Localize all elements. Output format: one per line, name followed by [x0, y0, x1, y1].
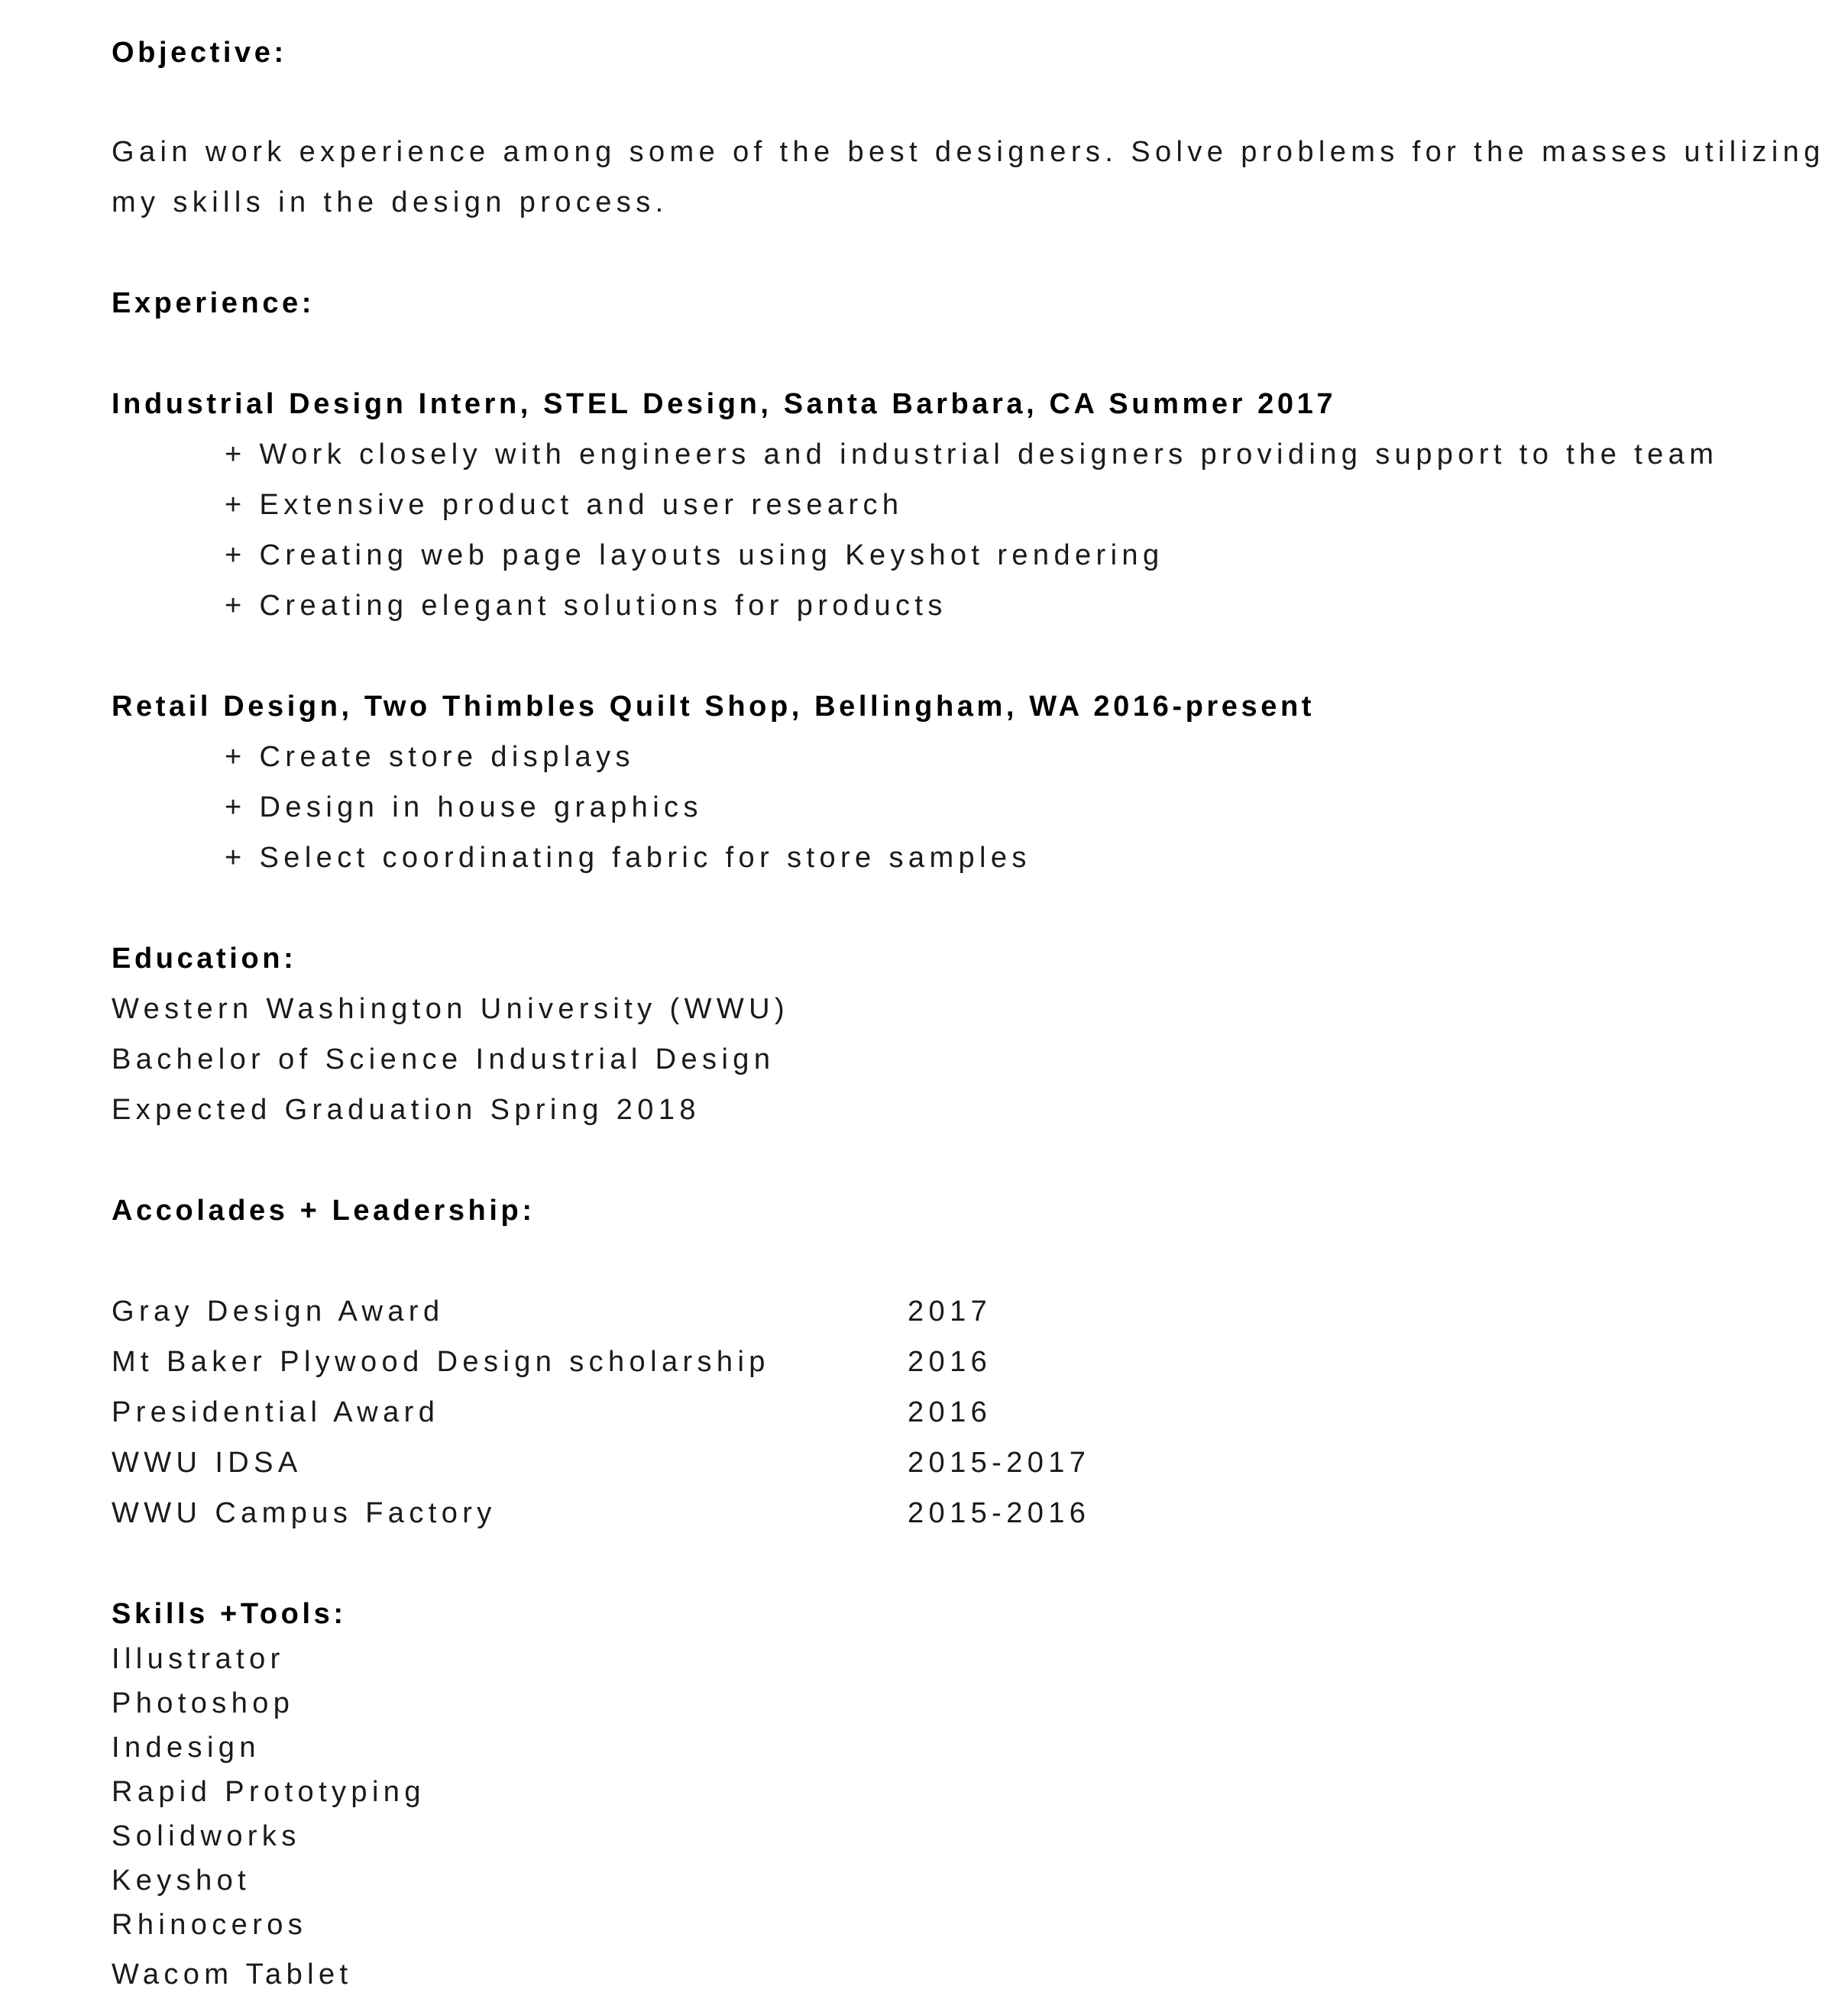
education-heading: Education: [112, 943, 297, 975]
skill-item: Rhinoceros [112, 1909, 308, 1941]
accolade-name: Mt Baker Plywood Design scholarship [112, 1346, 770, 1378]
accolades-heading: Accolades + Leadership: [112, 1195, 536, 1227]
skill-item: Keyshot [112, 1865, 251, 1897]
education-line: Expected Graduation Spring 2018 [112, 1094, 701, 1126]
accolade-year: 2017 [908, 1295, 992, 1328]
objective-line: Gain work experience among some of the best designers. Solve problems for the masses utilizing [112, 136, 1825, 168]
objective-heading: Objective: [112, 37, 287, 69]
accolade-year: 2015-2017 [908, 1447, 1091, 1479]
skills-heading: Skills +Tools: [112, 1598, 347, 1630]
skill-item: Wacom Tablet [112, 1958, 353, 1991]
skill-item: Indesign [112, 1732, 261, 1764]
objective-line: my skills in the design process. [112, 186, 668, 218]
education-line: Bachelor of Science Industrial Design [112, 1043, 775, 1075]
accolade-name: Gray Design Award [112, 1295, 445, 1328]
accolade-name: Presidential Award [112, 1396, 440, 1428]
skill-item: Photoshop [112, 1687, 295, 1719]
accolade-year: 2016 [908, 1396, 992, 1428]
accolade-year: 2016 [908, 1346, 992, 1378]
experience-heading: Experience: [112, 287, 316, 319]
accolade-name: WWU Campus Factory [112, 1497, 497, 1529]
job-title: Retail Design, Two Thimbles Quilt Shop, Bellingham, WA 2016-present [112, 691, 1316, 723]
job-bullet: + Creating elegant solutions for products [225, 590, 947, 622]
accolade-name: WWU IDSA [112, 1447, 303, 1479]
skill-item: Illustrator [112, 1643, 285, 1675]
job-bullet: + Create store displays [225, 741, 635, 773]
skill-item: Rapid Prototyping [112, 1776, 426, 1808]
accolade-year: 2015-2016 [908, 1497, 1091, 1529]
job-bullet: + Design in house graphics [225, 791, 703, 823]
job-bullet: + Work closely with engineers and industrial designers providing support to the team [225, 438, 1719, 471]
job-bullet: + Creating web page layouts using Keyshot rendering [225, 539, 1164, 571]
education-line: Western Washington University (WWU) [112, 993, 790, 1025]
job-bullet: + Select coordinating fabric for store samples [225, 842, 1031, 874]
job-bullet: + Extensive product and user research [225, 489, 904, 521]
skill-item: Solidworks [112, 1820, 301, 1852]
job-title: Industrial Design Intern, STEL Design, Santa Barbara, CA Summer 2017 [112, 388, 1337, 420]
